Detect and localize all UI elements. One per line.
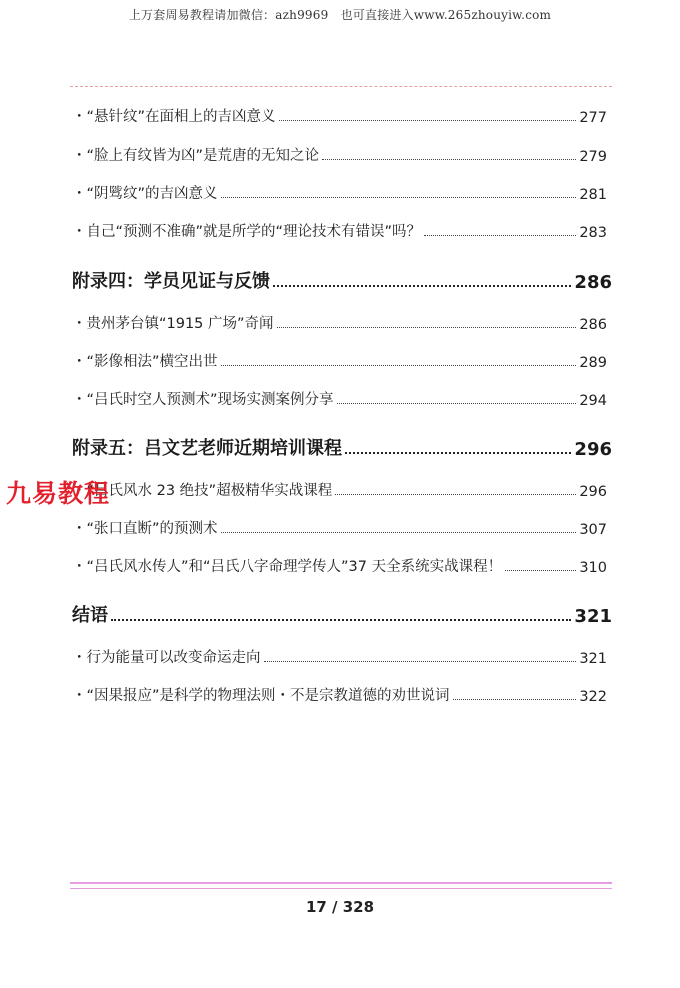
dot-leader [337,403,577,404]
top-banner: 上万套周易教程请加微信：azh9969 也可直接进入www.265zhouyiw.com [128,8,552,22]
dot-leader [273,285,571,287]
page-number: 17 / 328 [305,898,375,916]
toc-entry-page: 307 [579,522,607,538]
section-title: 附录四：学员见证与反馈 [72,271,270,292]
toc-entry[interactable] [72,215,607,241]
toc-entry[interactable] [72,100,607,126]
dot-leader [264,661,577,662]
toc-section-heading[interactable] [72,263,612,293]
toc-entry[interactable] [72,177,607,203]
footer-rule [70,888,612,889]
dot-leader [221,365,577,366]
dot-leader [111,619,571,621]
toc-entry-page: 310 [579,560,607,576]
toc-entry-title: ・贵州茅台镇“1915 广场”奇闻 [72,316,274,332]
watermark: 九易教程 [6,479,111,508]
toc-entry-page: 321 [579,651,607,667]
toc-entry[interactable] [72,550,607,576]
toc-entry-title: ・“吕氏风水传人”和“吕氏八字命理学传人”37 天全系统实战课程！ [72,559,503,575]
toc-entry-page: 277 [579,110,607,126]
toc-entry-title: ・“阴骘纹”的吉凶意义 [72,186,218,202]
toc-entry-page: 283 [579,225,607,241]
toc-entry-title: ・“悬针纹”在面相上的吉凶意义 [72,109,276,125]
toc-entry-page: 281 [579,187,607,203]
toc-entry[interactable] [72,383,607,409]
section-title: 结语 [72,605,108,626]
section-page: 286 [574,272,612,293]
dot-leader [345,452,571,454]
toc-entry-page: 294 [579,393,607,409]
dot-leader [424,235,576,236]
toc-entry-page: 279 [579,149,607,165]
toc-entry[interactable] [72,139,607,165]
toc-entry-page: 289 [579,355,607,371]
section-page: 296 [574,439,612,460]
toc-entry[interactable] [72,474,607,500]
toc-entry[interactable] [72,512,607,538]
dot-leader [453,699,577,700]
dot-leader [322,159,576,160]
toc-entry-title: ・“吕氏时空人预测术”现场实测案例分享 [72,392,334,408]
toc-entry-page: 296 [579,484,607,500]
header-rule [70,86,612,87]
toc-entry-title: ・行为能量可以改变命运走向 [72,650,261,666]
dot-leader [277,327,577,328]
toc-entry-title: ・“脸上有纹皆为凶”是荒唐的无知之论 [72,148,320,164]
toc-section-heading[interactable] [72,597,612,627]
footer-rule [70,882,612,884]
toc-entry-title: ・“张口直断”的预测术 [72,521,218,537]
toc-entry[interactable] [72,679,607,705]
toc-entry-page: 286 [579,317,607,333]
dot-leader [221,532,577,533]
toc-entry-page: 322 [579,689,607,705]
dot-leader [335,494,576,495]
section-page: 321 [574,606,612,627]
toc-entry-title: ・“吕氏风水 23 绝技”超极精华实战课程 [72,483,333,499]
toc-entry[interactable] [72,641,607,667]
dot-leader [221,197,577,198]
toc-entry-title: ・“影像相法”横空出世 [72,354,218,370]
toc-entry[interactable] [72,345,607,371]
toc-section-heading[interactable] [72,430,612,460]
toc-entry-title: ・自己“预测不准确”就是所学的“理论技术有错误”吗？ [72,224,422,240]
dot-leader [505,570,576,571]
section-title: 附录五：吕文艺老师近期培训课程 [72,438,342,459]
toc-entry[interactable] [72,307,607,333]
toc-entry-title: ・“因果报应”是科学的物理法则・不是宗教道德的劝世说词 [72,688,450,704]
dot-leader [279,120,577,121]
